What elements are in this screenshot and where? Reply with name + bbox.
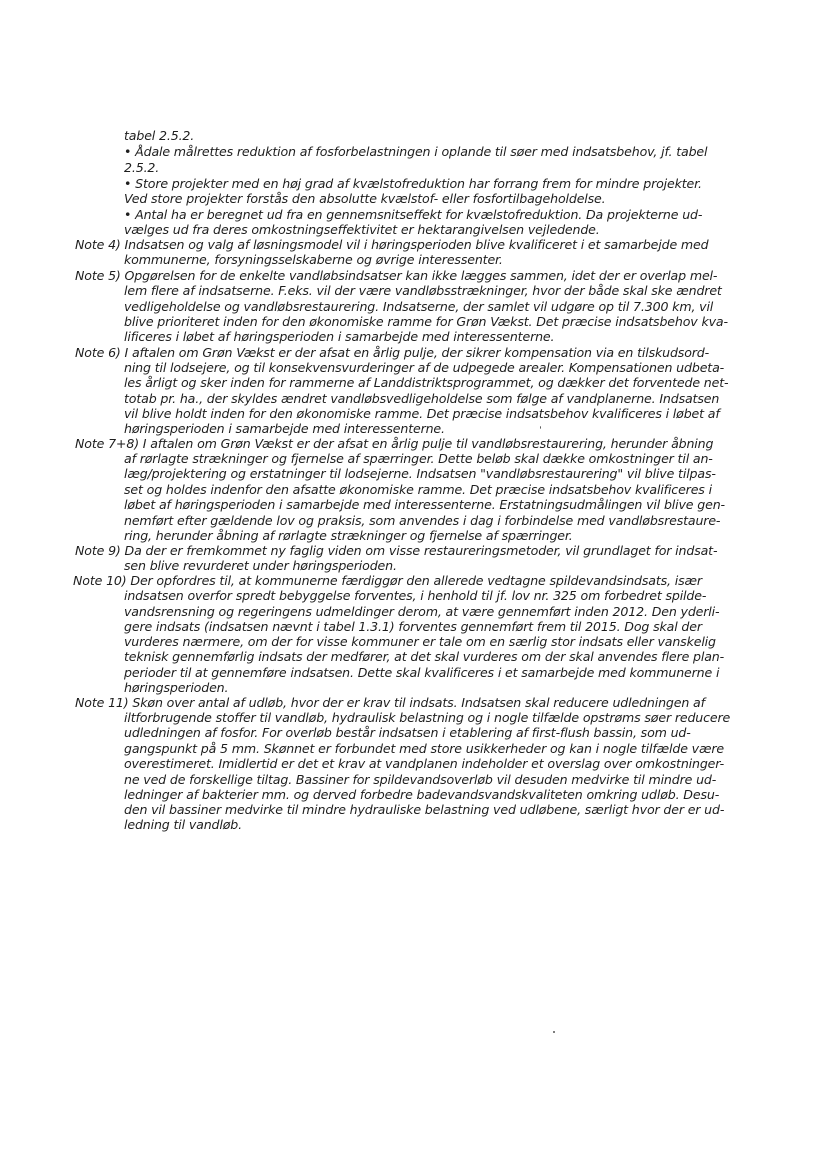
note-10-heading-line: Note 10) Der opfordres til, at kommunerne færdiggør den allerede vedtagne spildevandsindsats, især [73,573,702,588]
text-line: indsatsen overfor spredt bebyggelse forventes, i henhold til jf. lov nr. 325 om forbedret spilde- [124,588,707,603]
scan-speck [540,426,541,429]
text-line: vil blive holdt inden for den økonomiske ramme. Det præcise indsatsbehov kvalificeres i løbet af [124,406,720,421]
text-line: kommunerne, forsyningsselskaberne og øvrige interessenter. [124,252,503,267]
text-line: totab pr. ha., der skyldes ændret vandløbsvedligeholdelse som følge af vandplanerne. Indsatsen [124,391,720,406]
note-5-heading-line: Note 5) Opgørelsen for de enkelte vandløbsindsatser kan ikke lægges sammen, idet der er overlap mel- [75,268,718,283]
note-4-heading-line: Note 4) Indsatsen og valg af løsningsmodel vil i høringsperioden blive kvalificeret i et samarbejde med [75,237,709,252]
text-line: høringsperioden i samarbejde med interessenterne. [124,421,445,436]
text-line: sen blive revurderet under høringsperioden. [124,558,397,573]
text-line: overestimeret. Imidlertid er det et krav at vandplanen indeholder et overslag over omkostninger- [124,756,725,771]
text-line: vandsrensning og regeringens udmeldinger derom, at være gennemført inden 2012. Den yderli- [124,604,720,619]
text-line: gangspunkt på 5 mm. Skønnet er forbundet med store usikkerheder og kan i nogle tilfælde være [124,741,724,756]
text-line: tabel 2.5.2. [124,128,195,143]
text-line: ne ved de forskellige tiltag. Bassiner for spildevandsoverløb vil desuden medvirke til mindre ud- [124,772,717,787]
text-line: teknisk gennemførlig indsats der medfører, at det skal vurderes om der skal anvendes flere plan- [124,649,725,664]
text-line: vedligeholdelse og vandløbsrestaurering. Indsatserne, der samlet vil udgøre op til 7.300 km, vil [124,299,714,314]
text-line: Ved store projekter forstås den absolutte kvælstof- eller fosfortilbageholdelse. [124,191,606,206]
text-line: lificeres i løbet af høringsperioden i samarbejde med interessenterne. [124,329,555,344]
text-line: set og holdes indenfor den afsatte økonomiske ramme. Det præcise indsatsbehov kvalificeres i [124,482,712,497]
text-line: nemført efter gældende lov og praksis, som anvendes i dag i forbindelse med vandløbsrestaure- [124,513,721,528]
text-line: udledningen af fosfor. For overløb består indsatsen i etablering af first-flush bassin, som ud- [124,725,691,740]
text-line: iltforbrugende stoffer til vandløb, hydraulisk belastning og i nogle tilfælde opstrøms søer reducere [124,710,731,725]
note-11-heading-line: Note 11) Skøn over antal af udløb, hvor der er krav til indsats. Indsatsen skal reducere udledningen af [75,695,705,710]
note-9-heading-line: Note 9) Da der er fremkommet ny faglig viden om visse restaureringsmetoder, vil grundlaget for indsat- [75,543,718,558]
note-7-8-heading-line: Note 7+8) I aftalen om Grøn Vækst er der afsat en årlig pulje til vandløbsrestaurering, herunder åbning [75,436,714,451]
text-line: 2.5.2. [124,160,160,175]
text-line: vælges ud fra deres omkostningseffektivitet er hektarangivelsen vejledende. [124,222,600,237]
text-line: ledninger af bakterier mm. og derved forbedre badevandsvandskvaliteten omkring udløb. Desu- [124,787,720,802]
text-line: blive prioriteret inden for den økonomiske ramme for Grøn Vækst. Det præcise indsatsbehov kva- [124,314,728,329]
text-line: læg/projektering og erstatninger til lodsejerne. Indsatsen "vandløbsrestaurering" vil blive tilpas- [124,466,716,481]
text-line: • Store projekter med en høj grad af kvælstofreduktion har forrang frem for mindre projekter. [124,176,702,191]
text-line: løbet af høringsperioden i samarbejde med interessenterne. Erstatningsudmålingen vil blive gen- [124,497,725,512]
text-line: af rørlagte strækninger og fjernelse af spærringer. Dette beløb skal dække omkostninger til an- [124,451,713,466]
text-line: ledning til vandløb. [124,817,242,832]
text-line: vurderes nærmere, om der for visse kommuner er tale om en særlig stor indsats eller vanskelig [124,634,716,649]
text-line: lem flere af indsatserne. F.eks. vil der være vandløbsstrækninger, hvor der både skal ske ændret [124,283,722,298]
text-line: den vil bassiner medvirke til mindre hydrauliske belastning ved udløbene, særligt hvor der er ud- [124,802,725,817]
text-line: • Ådale målrettes reduktion af fosforbelastningen i oplande til søer med indsatsbehov, jf. tabel [124,144,708,159]
text-line: ning til lodsejere, og til konsekvensvurderinger af de udpegede arealer. Kompensationen udbeta- [124,360,725,375]
text-line: gere indsats (indsatsen nævnt i tabel 1.3.1) forventes gennemført frem til 2015. Dog skal der [124,619,702,634]
text-line: perioder til at gennemføre indsatsen. Dette skal kvalificeres i et samarbejde med kommunerne i [124,665,720,680]
scan-speck [553,1031,555,1033]
text-line: ring, herunder åbning af rørlagte strækninger og fjernelse af spærringer. [124,528,573,543]
text-line: høringsperioden. [124,680,229,695]
note-6-heading-line: Note 6) I aftalen om Grøn Vækst er der afsat en årlig pulje, der sikrer kompensation via en tilskudsord- [75,345,710,360]
text-line: • Antal ha er beregnet ud fra en gennemsnitseffekt for kvælstofreduktion. Da projekterne ud- [124,207,703,222]
text-line: les årligt og sker inden for rammerne af Landdistriktsprogrammet, og dækker det forventede net- [124,375,729,390]
